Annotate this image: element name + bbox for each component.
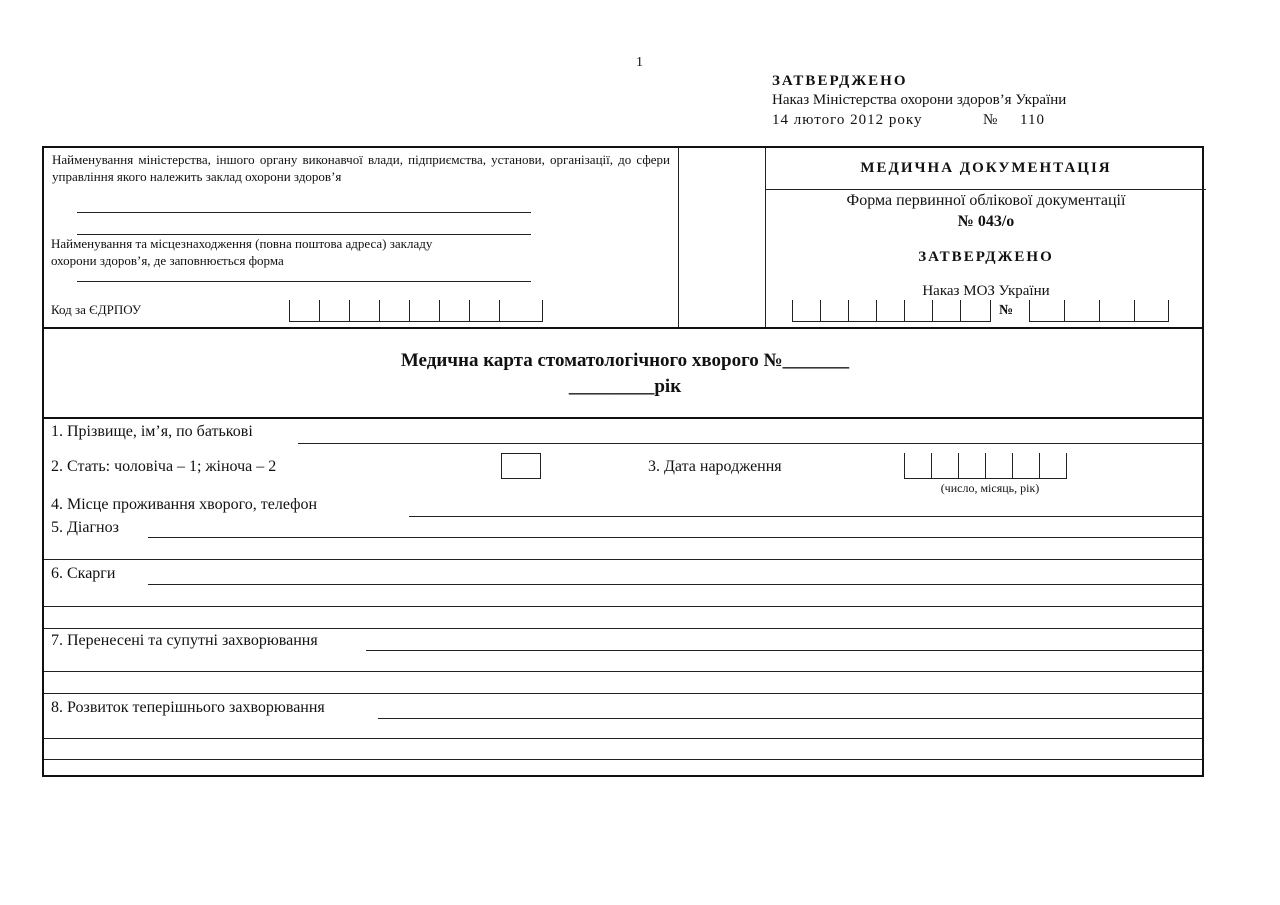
medical-docs-divider xyxy=(766,189,1206,190)
page-number: 1 xyxy=(636,55,643,70)
facility-name-line[interactable] xyxy=(77,281,531,282)
field-diagnosis-label: 5. Діагноз xyxy=(51,519,119,536)
field-residence-line[interactable] xyxy=(409,516,1202,517)
field-past-diseases-line[interactable] xyxy=(366,650,1202,651)
approval-title: ЗАТВЕРДЖЕНО xyxy=(772,73,908,89)
card-title: Медична карта стоматологічного хворого №_______ xyxy=(400,350,850,371)
approval-no-sign: № xyxy=(983,112,998,128)
field-diagnosis-line-2[interactable] xyxy=(44,559,1202,560)
field-present-disease-line-2[interactable] xyxy=(44,738,1202,739)
right-approved-title: ЗАТВЕРДЖЕНО xyxy=(918,249,1054,265)
right-order-label: Наказ МОЗ України xyxy=(922,283,1050,299)
form-number: № 043/о xyxy=(957,213,1015,230)
field-name-line[interactable] xyxy=(298,443,1202,444)
field-sex-label: 2. Стать: чоловіча – 1; жіноча – 2 xyxy=(51,458,277,475)
field-complaints-line-2[interactable] xyxy=(44,606,1202,607)
form-line: Форма первинної облікової документації xyxy=(846,192,1126,209)
approval-date: 14 лютого 2012 року xyxy=(772,112,923,128)
card-year: _________рік xyxy=(568,376,682,397)
field-dob-hint: (число, місяць, рік) xyxy=(940,481,1040,495)
field-past-diseases-line-2[interactable] xyxy=(44,671,1202,672)
header-divider-1 xyxy=(678,148,679,328)
edrpou-label: Код за ЄДРПОУ xyxy=(51,302,142,317)
approval-order-number: 110 xyxy=(1020,112,1045,128)
field-dob-label: 3. Дата народження xyxy=(648,458,782,475)
field-past-diseases-line-3[interactable] xyxy=(44,693,1202,694)
field-diagnosis-line[interactable] xyxy=(148,537,1202,538)
facility-label-1: Найменування та місцезнаходження (повна поштова адреса) закладу xyxy=(51,236,433,251)
field-complaints-line-3[interactable] xyxy=(44,628,1202,629)
ministry-name-label: Найменування міністерства, іншого органу виконавчої влади, підприємства, установи, організації, до сфери управління якого належить заклад охорони здоров’я xyxy=(52,152,670,184)
right-no-sign: № xyxy=(999,303,1014,318)
field-complaints-label: 6. Скарги xyxy=(51,565,116,582)
approval-ministry-order: Наказ Міністерства охорони здоров’я України xyxy=(772,92,1067,108)
field-residence-label: 4. Місце проживання хворого, телефон xyxy=(51,496,318,513)
title-bottom-border xyxy=(44,417,1202,419)
medical-docs-title: МЕДИЧНА ДОКУМЕНТАЦІЯ xyxy=(860,160,1112,176)
field-name-label: 1. Прізвище, ім’я, по батькові xyxy=(51,423,253,440)
facility-label-2: охорони здоров’я, де заповнюється форма xyxy=(51,253,284,268)
field-present-disease-line-3[interactable] xyxy=(44,759,1202,760)
field-sex-box[interactable] xyxy=(501,453,541,479)
field-complaints-line[interactable] xyxy=(148,584,1202,585)
ministry-name-line[interactable] xyxy=(77,212,531,213)
header-bottom-border xyxy=(44,327,1202,329)
field-past-diseases-label: 7. Перенесені та супутні захворювання xyxy=(51,632,318,649)
field-present-disease-label: 8. Розвиток теперішнього захворювання xyxy=(51,699,325,716)
ministry-name-line-2[interactable] xyxy=(77,234,531,235)
medical-card-form xyxy=(42,146,1204,777)
field-present-disease-line[interactable] xyxy=(378,718,1202,719)
